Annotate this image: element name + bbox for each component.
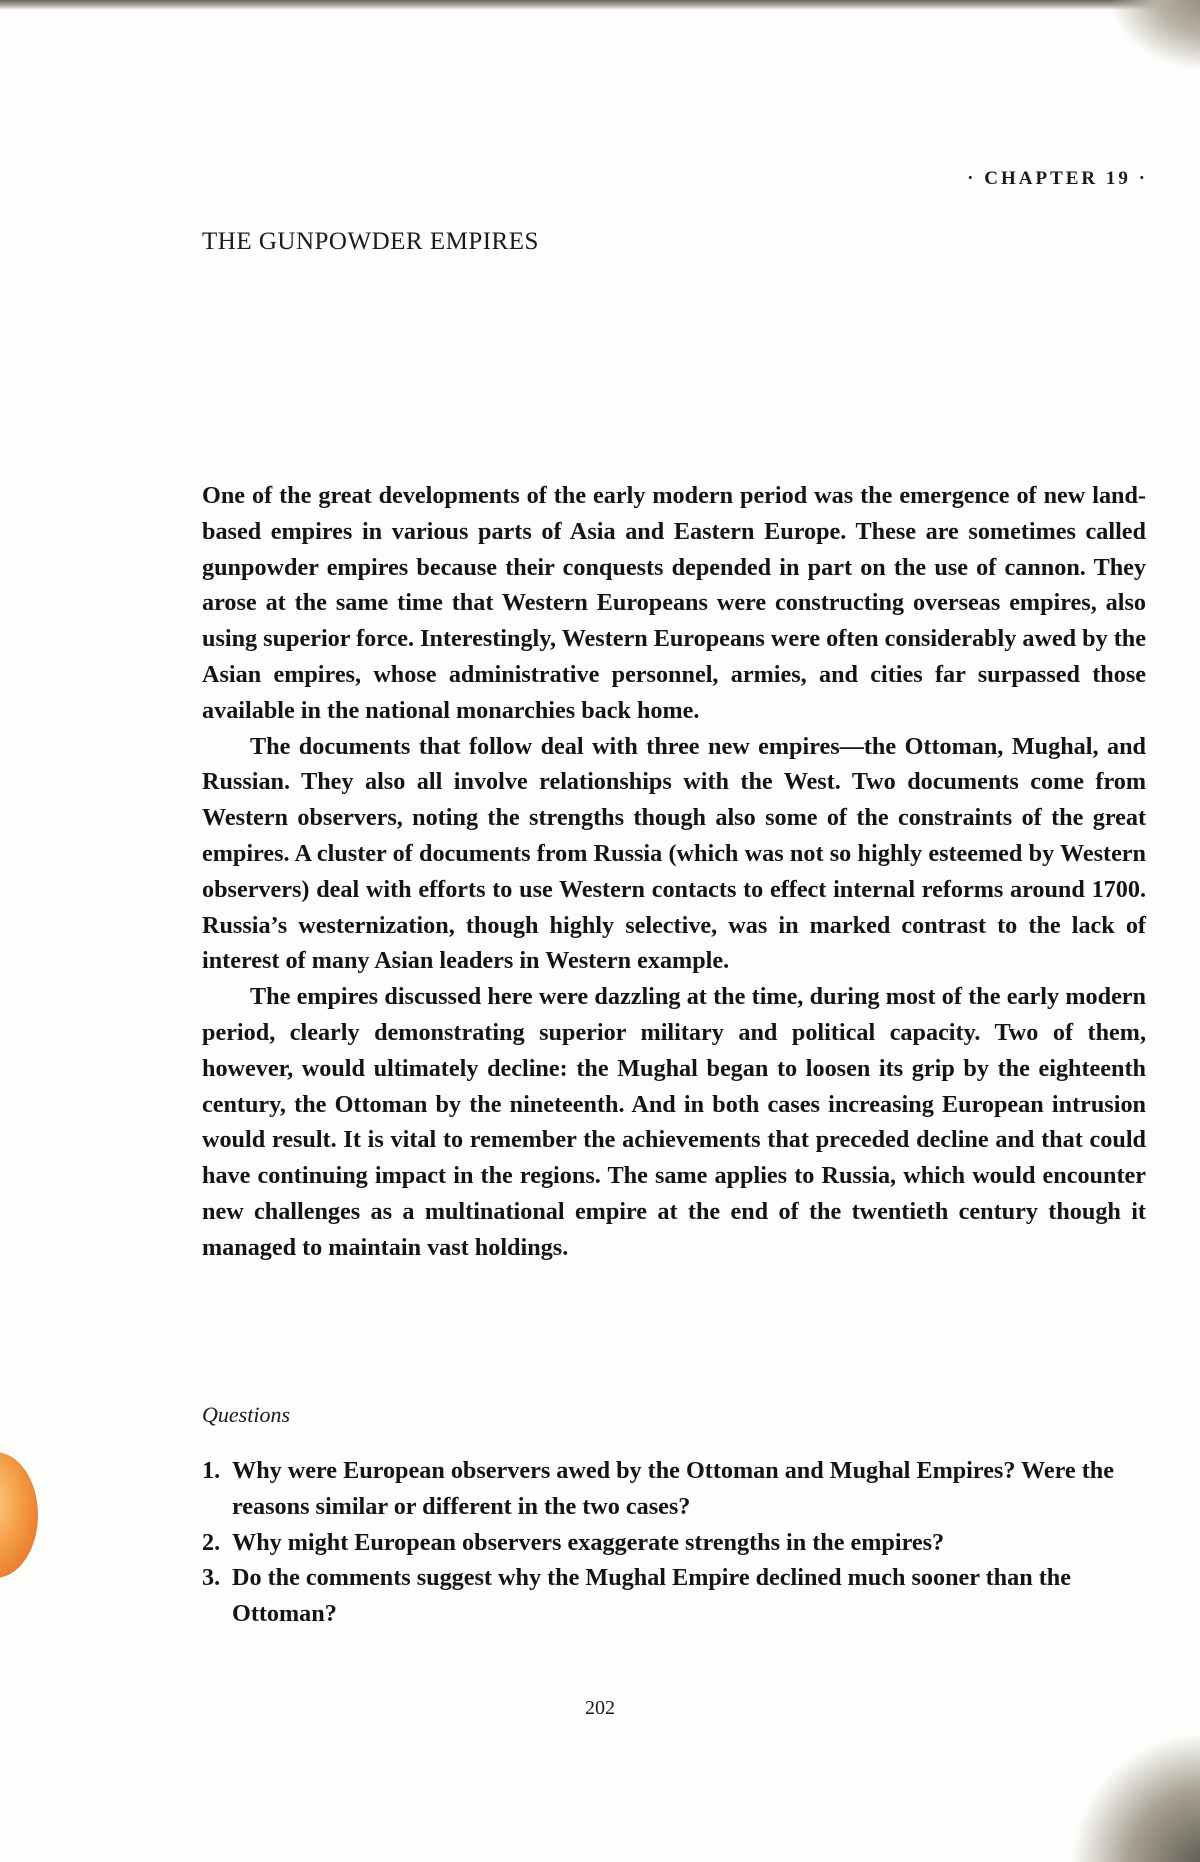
question-text: Why were European observers awed by the Ottoman and Mughal Empires? Were the reasons similar or different in the two cases?	[232, 1457, 1114, 1520]
question-item	[202, 1560, 1146, 1632]
page-number: 202	[585, 1697, 615, 1719]
question-text: Why might European observers exaggerate strengths in the empires?	[232, 1528, 945, 1556]
paragraph-1: One of the great developments of the early modern period was the emergence of new land-based empires in various parts of Asia and Eastern Europe. These are sometimes called gunpowder empires because their conquests depended in part on the use of cannon. They arose at the same time that Western Europeans were constructing overseas empires, also using superior force. Interestingly, Western Europeans were often considerably awed by the Asian empires, whose administrative personnel, armies, and cities far surpassed those available in the national monarchies back home.	[202, 482, 1146, 724]
question-number: 3.	[202, 1564, 221, 1592]
body-text	[202, 478, 1146, 1266]
page-edge-shadow	[0, 0, 1200, 10]
page-corner-shadow-bottom	[1070, 1732, 1200, 1862]
question-number: 2.	[202, 1528, 221, 1556]
page-corner-shadow-top	[1110, 0, 1200, 70]
orange-object-edge	[0, 1452, 38, 1578]
questions-heading: Questions	[202, 1402, 290, 1427]
paragraph-3: The empires discussed here were dazzling at the time, during most of the early modern period, clearly demonstrating superior military and political capacity. Two of them, however, would ultimately decline: the Mughal began to loosen its grip by the eighteenth century, the Ottoman by the nineteenth. And in both cases increasing European intrusion would result. It is vital to remember the achievements that preceded decline and that could have continuing impact in the regions. The same applies to Russia, which would encounter new challenges as a multinational empire at the end of the twentieth century though it managed to maintain vast holdings.	[202, 983, 1146, 1261]
chapter-label: · CHAPTER 19 ·	[967, 168, 1148, 189]
question-text: Do the comments suggest why the Mughal Empire declined much sooner than the Ottoman?	[232, 1564, 1071, 1628]
chapter-title: THE GUNPOWDER EMPIRES	[202, 228, 539, 255]
questions-list	[202, 1453, 1146, 1632]
paragraph-2: The documents that follow deal with three new empires—the Ottoman, Mughal, and Russian. They also all involve relationships with the West. Two documents come from Western observers, noting the strengths though also some of the constraints of the great empires. A cluster of documents from Russia (which was not so highly esteemed by Western observers) deal with efforts to use Western contacts to effect internal reforms around 1700. Russia’s westernization, though highly selective, was in marked contrast to the lack of interest of many Asian leaders in Western example.	[202, 732, 1146, 975]
question-number: 1.	[202, 1457, 221, 1484]
question-item	[202, 1453, 1146, 1525]
question-item	[202, 1525, 1146, 1561]
